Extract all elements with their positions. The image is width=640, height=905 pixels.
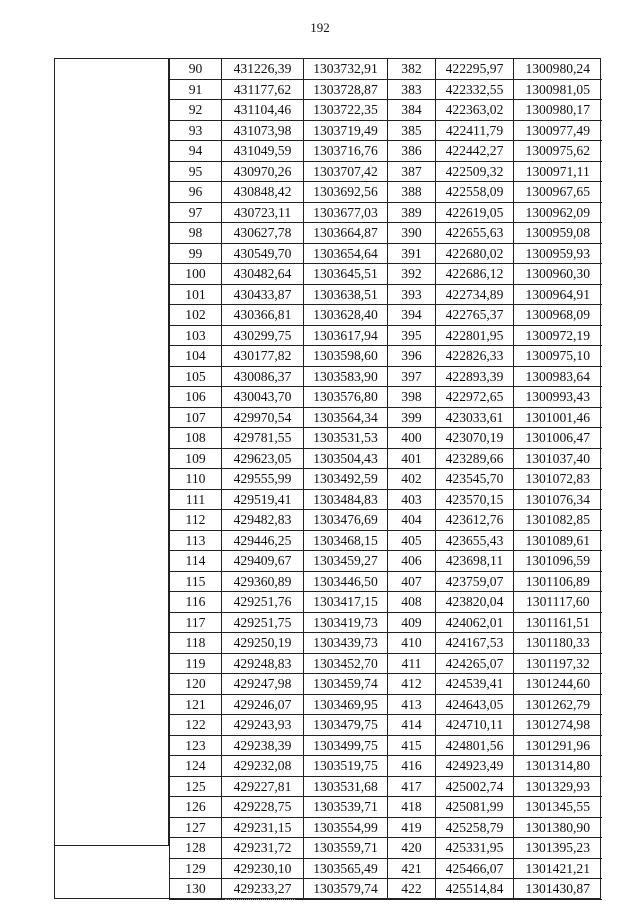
- cell-y-coordinate: 1303638,51: [304, 284, 388, 305]
- cell-y-coordinate: 1300975,62: [514, 141, 602, 162]
- cell-point-number: 382: [388, 59, 436, 79]
- cell-y-coordinate: 1300981,05: [514, 79, 602, 100]
- cell-y-coordinate: 1303728,87: [304, 79, 388, 100]
- cell-x-coordinate: 425002,74: [436, 776, 514, 797]
- table-row: [170, 551, 602, 572]
- table-row: [170, 161, 602, 182]
- table-row: [170, 838, 602, 859]
- cell-x-coordinate: 429231,15: [222, 817, 304, 838]
- table-row: [170, 817, 602, 838]
- cell-x-coordinate: 422801,95: [436, 325, 514, 346]
- cell-point-number: 121: [170, 694, 222, 715]
- cell-point-number: 403: [388, 489, 436, 510]
- cell-y-coordinate: 1303707,42: [304, 161, 388, 182]
- cell-x-coordinate: 424539,41: [436, 674, 514, 695]
- cell-x-coordinate: 424710,11: [436, 715, 514, 736]
- cell-y-coordinate: 1300959,08: [514, 223, 602, 244]
- cell-x-coordinate: 422972,65: [436, 387, 514, 408]
- cell-point-number: 102: [170, 305, 222, 326]
- table-row: [170, 79, 602, 100]
- cell-point-number: 390: [388, 223, 436, 244]
- cell-x-coordinate: 429230,10: [222, 858, 304, 879]
- table-row: [170, 530, 602, 551]
- cell-x-coordinate: 429251,76: [222, 592, 304, 613]
- cell-point-number: 388: [388, 182, 436, 203]
- cell-x-coordinate: 423759,07: [436, 571, 514, 592]
- cell-x-coordinate: 425466,07: [436, 858, 514, 879]
- cell-x-coordinate: 425258,79: [436, 817, 514, 838]
- cell-x-coordinate: 429623,05: [222, 448, 304, 469]
- cell-point-number: 97: [170, 202, 222, 223]
- cell-y-coordinate: 1300972,19: [514, 325, 602, 346]
- table-row: [170, 756, 602, 777]
- cell-y-coordinate: 1301274,98: [514, 715, 602, 736]
- cell-y-coordinate: 1303531,68: [304, 776, 388, 797]
- cell-point-number: 384: [388, 100, 436, 121]
- cell-point-number: 108: [170, 428, 222, 449]
- cell-y-coordinate: 1301072,83: [514, 469, 602, 490]
- cell-point-number: 413: [388, 694, 436, 715]
- table-row: [170, 202, 602, 223]
- cell-y-coordinate: 1300962,09: [514, 202, 602, 223]
- table-row: [170, 858, 602, 879]
- cell-point-number: 109: [170, 448, 222, 469]
- cell-point-number: 124: [170, 756, 222, 777]
- cell-y-coordinate: 1301244,60: [514, 674, 602, 695]
- table-row: [170, 879, 602, 900]
- cell-y-coordinate: 1300971,11: [514, 161, 602, 182]
- cell-y-coordinate: 1300980,24: [514, 59, 602, 79]
- cell-point-number: 91: [170, 79, 222, 100]
- cell-y-coordinate: 1303479,75: [304, 715, 388, 736]
- cell-y-coordinate: 1301291,96: [514, 735, 602, 756]
- page-bottom-mark: [225, 899, 295, 901]
- cell-x-coordinate: 422411,79: [436, 120, 514, 141]
- cell-x-coordinate: 422558,09: [436, 182, 514, 203]
- cell-x-coordinate: 422686,12: [436, 264, 514, 285]
- cell-x-coordinate: 422363,02: [436, 100, 514, 121]
- cell-x-coordinate: 422442,27: [436, 141, 514, 162]
- table-row: [170, 325, 602, 346]
- cell-y-coordinate: 1301180,33: [514, 633, 602, 654]
- cell-y-coordinate: 1300977,49: [514, 120, 602, 141]
- table-row: [170, 366, 602, 387]
- cell-point-number: 395: [388, 325, 436, 346]
- cell-x-coordinate: 424801,56: [436, 735, 514, 756]
- cell-x-coordinate: 431049,59: [222, 141, 304, 162]
- cell-y-coordinate: 1303692,56: [304, 182, 388, 203]
- table-row: [170, 387, 602, 408]
- cell-point-number: 396: [388, 346, 436, 367]
- cell-x-coordinate: 431226,39: [222, 59, 304, 79]
- cell-x-coordinate: 429238,39: [222, 735, 304, 756]
- cell-y-coordinate: 1303719,49: [304, 120, 388, 141]
- table-row: [170, 489, 602, 510]
- table-row: [170, 612, 602, 633]
- cell-x-coordinate: 430086,37: [222, 366, 304, 387]
- cell-x-coordinate: 429482,83: [222, 510, 304, 531]
- cell-y-coordinate: 1300960,30: [514, 264, 602, 285]
- table-row: [170, 182, 602, 203]
- cell-x-coordinate: 422619,05: [436, 202, 514, 223]
- cell-y-coordinate: 1301001,46: [514, 407, 602, 428]
- cell-point-number: 393: [388, 284, 436, 305]
- table-row: [170, 448, 602, 469]
- cell-y-coordinate: 1303617,94: [304, 325, 388, 346]
- cell-point-number: 399: [388, 407, 436, 428]
- cell-point-number: 129: [170, 858, 222, 879]
- cell-point-number: 385: [388, 120, 436, 141]
- cell-y-coordinate: 1303664,87: [304, 223, 388, 244]
- cell-x-coordinate: 429781,55: [222, 428, 304, 449]
- cell-y-coordinate: 1300983,64: [514, 366, 602, 387]
- cell-point-number: 100: [170, 264, 222, 285]
- cell-x-coordinate: 429231,72: [222, 838, 304, 859]
- cell-point-number: 107: [170, 407, 222, 428]
- cell-x-coordinate: 423612,76: [436, 510, 514, 531]
- cell-point-number: 96: [170, 182, 222, 203]
- cell-y-coordinate: 1303492,59: [304, 469, 388, 490]
- cell-point-number: 101: [170, 284, 222, 305]
- cell-point-number: 99: [170, 243, 222, 264]
- cell-x-coordinate: 430043,70: [222, 387, 304, 408]
- cell-y-coordinate: 1301006,47: [514, 428, 602, 449]
- cell-y-coordinate: 1301421,21: [514, 858, 602, 879]
- cell-point-number: 416: [388, 756, 436, 777]
- cell-x-coordinate: 425081,99: [436, 797, 514, 818]
- cell-x-coordinate: 422509,32: [436, 161, 514, 182]
- cell-x-coordinate: 430433,87: [222, 284, 304, 305]
- cell-x-coordinate: 431104,46: [222, 100, 304, 121]
- cell-y-coordinate: 1303468,15: [304, 530, 388, 551]
- cell-point-number: 125: [170, 776, 222, 797]
- cell-point-number: 401: [388, 448, 436, 469]
- table-row: [170, 633, 602, 654]
- cell-y-coordinate: 1301089,61: [514, 530, 602, 551]
- cell-x-coordinate: 429232,08: [222, 756, 304, 777]
- cell-y-coordinate: 1303531,53: [304, 428, 388, 449]
- table-row: [170, 59, 602, 79]
- cell-y-coordinate: 1301380,90: [514, 817, 602, 838]
- cell-x-coordinate: 424923,49: [436, 756, 514, 777]
- cell-x-coordinate: 430549,70: [222, 243, 304, 264]
- cell-x-coordinate: 425514,84: [436, 879, 514, 900]
- cell-point-number: 392: [388, 264, 436, 285]
- cell-y-coordinate: 1303452,70: [304, 653, 388, 674]
- table-row: [170, 120, 602, 141]
- cell-point-number: 414: [388, 715, 436, 736]
- cell-y-coordinate: 1303446,50: [304, 571, 388, 592]
- cell-point-number: 123: [170, 735, 222, 756]
- cell-point-number: 106: [170, 387, 222, 408]
- cell-x-coordinate: 429519,41: [222, 489, 304, 510]
- cell-y-coordinate: 1301430,87: [514, 879, 602, 900]
- table-row: [170, 284, 602, 305]
- cell-y-coordinate: 1303519,75: [304, 756, 388, 777]
- cell-y-coordinate: 1301076,34: [514, 489, 602, 510]
- table-row: [170, 735, 602, 756]
- cell-point-number: 419: [388, 817, 436, 838]
- cell-x-coordinate: 422765,37: [436, 305, 514, 326]
- cell-point-number: 409: [388, 612, 436, 633]
- cell-y-coordinate: 1303419,73: [304, 612, 388, 633]
- cell-x-coordinate: 429248,83: [222, 653, 304, 674]
- cell-y-coordinate: 1303598,60: [304, 346, 388, 367]
- cell-x-coordinate: 423289,66: [436, 448, 514, 469]
- cell-x-coordinate: 430627,78: [222, 223, 304, 244]
- cell-x-coordinate: 423698,11: [436, 551, 514, 572]
- cell-x-coordinate: 431073,98: [222, 120, 304, 141]
- empty-label-column: [55, 59, 169, 846]
- cell-point-number: 116: [170, 592, 222, 613]
- table-row: [170, 715, 602, 736]
- cell-y-coordinate: 1303469,95: [304, 694, 388, 715]
- table-row: [170, 407, 602, 428]
- cell-point-number: 415: [388, 735, 436, 756]
- cell-x-coordinate: 424265,07: [436, 653, 514, 674]
- cell-point-number: 98: [170, 223, 222, 244]
- cell-point-number: 411: [388, 653, 436, 674]
- cell-y-coordinate: 1301197,32: [514, 653, 602, 674]
- cell-x-coordinate: 429970,54: [222, 407, 304, 428]
- table-row: [170, 243, 602, 264]
- cell-y-coordinate: 1303716,76: [304, 141, 388, 162]
- cell-y-coordinate: 1303459,27: [304, 551, 388, 572]
- cell-point-number: 400: [388, 428, 436, 449]
- cell-y-coordinate: 1301329,93: [514, 776, 602, 797]
- cell-point-number: 113: [170, 530, 222, 551]
- cell-y-coordinate: 1300967,65: [514, 182, 602, 203]
- cell-y-coordinate: 1303459,74: [304, 674, 388, 695]
- cell-point-number: 104: [170, 346, 222, 367]
- cell-y-coordinate: 1300968,09: [514, 305, 602, 326]
- cell-point-number: 406: [388, 551, 436, 572]
- cell-point-number: 90: [170, 59, 222, 79]
- cell-y-coordinate: 1300964,91: [514, 284, 602, 305]
- table-row: [170, 797, 602, 818]
- cell-point-number: 130: [170, 879, 222, 900]
- cell-y-coordinate: 1303722,35: [304, 100, 388, 121]
- cell-point-number: 383: [388, 79, 436, 100]
- cell-x-coordinate: 430848,42: [222, 182, 304, 203]
- table-row: [170, 469, 602, 490]
- cell-point-number: 92: [170, 100, 222, 121]
- cell-y-coordinate: 1303732,91: [304, 59, 388, 79]
- cell-x-coordinate: 431177,62: [222, 79, 304, 100]
- cell-point-number: 407: [388, 571, 436, 592]
- cell-point-number: 115: [170, 571, 222, 592]
- cell-point-number: 410: [388, 633, 436, 654]
- cell-y-coordinate: 1303476,69: [304, 510, 388, 531]
- cell-y-coordinate: 1301117,60: [514, 592, 602, 613]
- table-row: [170, 141, 602, 162]
- coordinates-table-frame: [54, 58, 601, 899]
- cell-y-coordinate: 1303564,34: [304, 407, 388, 428]
- cell-y-coordinate: 1301345,55: [514, 797, 602, 818]
- cell-point-number: 120: [170, 674, 222, 695]
- cell-point-number: 103: [170, 325, 222, 346]
- cell-y-coordinate: 1303628,40: [304, 305, 388, 326]
- cell-point-number: 105: [170, 366, 222, 387]
- table-row: [170, 510, 602, 531]
- cell-x-coordinate: 429228,75: [222, 797, 304, 818]
- table-row: [170, 305, 602, 326]
- cell-y-coordinate: 1303579,74: [304, 879, 388, 900]
- cell-point-number: 94: [170, 141, 222, 162]
- cell-x-coordinate: 423070,19: [436, 428, 514, 449]
- table-row: [170, 571, 602, 592]
- cell-y-coordinate: 1303554,99: [304, 817, 388, 838]
- cell-x-coordinate: 422332,55: [436, 79, 514, 100]
- table-row: [170, 674, 602, 695]
- cell-y-coordinate: 1301096,59: [514, 551, 602, 572]
- cell-point-number: 398: [388, 387, 436, 408]
- cell-y-coordinate: 1303677,03: [304, 202, 388, 223]
- cell-y-coordinate: 1303565,49: [304, 858, 388, 879]
- cell-x-coordinate: 423570,15: [436, 489, 514, 510]
- cell-y-coordinate: 1303576,80: [304, 387, 388, 408]
- cell-x-coordinate: 429247,98: [222, 674, 304, 695]
- cell-point-number: 128: [170, 838, 222, 859]
- cell-y-coordinate: 1300975,10: [514, 346, 602, 367]
- cell-x-coordinate: 429555,99: [222, 469, 304, 490]
- cell-y-coordinate: 1303645,51: [304, 264, 388, 285]
- cell-y-coordinate: 1303439,73: [304, 633, 388, 654]
- cell-point-number: 412: [388, 674, 436, 695]
- cell-point-number: 405: [388, 530, 436, 551]
- cell-point-number: 110: [170, 469, 222, 490]
- cell-x-coordinate: 422893,39: [436, 366, 514, 387]
- cell-y-coordinate: 1300980,17: [514, 100, 602, 121]
- cell-x-coordinate: 429409,67: [222, 551, 304, 572]
- cell-point-number: 420: [388, 838, 436, 859]
- cell-x-coordinate: 429233,27: [222, 879, 304, 900]
- cell-y-coordinate: 1303417,15: [304, 592, 388, 613]
- cell-point-number: 118: [170, 633, 222, 654]
- cell-point-number: 402: [388, 469, 436, 490]
- cell-point-number: 394: [388, 305, 436, 326]
- cell-y-coordinate: 1303559,71: [304, 838, 388, 859]
- cell-y-coordinate: 1303583,90: [304, 366, 388, 387]
- cell-x-coordinate: 423820,04: [436, 592, 514, 613]
- cell-x-coordinate: 424643,05: [436, 694, 514, 715]
- cell-y-coordinate: 1301082,85: [514, 510, 602, 531]
- cell-x-coordinate: 429250,19: [222, 633, 304, 654]
- cell-x-coordinate: 424062,01: [436, 612, 514, 633]
- cell-y-coordinate: 1300993,43: [514, 387, 602, 408]
- cell-y-coordinate: 1303499,75: [304, 735, 388, 756]
- cell-point-number: 126: [170, 797, 222, 818]
- cell-point-number: 404: [388, 510, 436, 531]
- cell-point-number: 95: [170, 161, 222, 182]
- cell-x-coordinate: 422826,33: [436, 346, 514, 367]
- cell-y-coordinate: 1301106,89: [514, 571, 602, 592]
- cell-x-coordinate: 422295,97: [436, 59, 514, 79]
- cell-point-number: 112: [170, 510, 222, 531]
- cell-y-coordinate: 1303504,43: [304, 448, 388, 469]
- cell-x-coordinate: 425331,95: [436, 838, 514, 859]
- cell-y-coordinate: 1301262,79: [514, 694, 602, 715]
- cell-x-coordinate: 429251,75: [222, 612, 304, 633]
- cell-point-number: 421: [388, 858, 436, 879]
- cell-point-number: 391: [388, 243, 436, 264]
- cell-y-coordinate: 1301161,51: [514, 612, 602, 633]
- table-row: [170, 223, 602, 244]
- cell-point-number: 389: [388, 202, 436, 223]
- table-row: [170, 653, 602, 674]
- cell-point-number: 408: [388, 592, 436, 613]
- cell-x-coordinate: 424167,53: [436, 633, 514, 654]
- cell-point-number: 119: [170, 653, 222, 674]
- table-row: [170, 264, 602, 285]
- cell-y-coordinate: 1300959,93: [514, 243, 602, 264]
- coordinates-table-body: [170, 59, 602, 899]
- cell-x-coordinate: 423655,43: [436, 530, 514, 551]
- cell-x-coordinate: 423545,70: [436, 469, 514, 490]
- cell-x-coordinate: 430723,11: [222, 202, 304, 223]
- cell-point-number: 127: [170, 817, 222, 838]
- cell-x-coordinate: 430177,82: [222, 346, 304, 367]
- cell-x-coordinate: 423033,61: [436, 407, 514, 428]
- cell-x-coordinate: 430299,75: [222, 325, 304, 346]
- cell-x-coordinate: 430482,64: [222, 264, 304, 285]
- cell-y-coordinate: 1303484,83: [304, 489, 388, 510]
- table-row: [170, 428, 602, 449]
- table-row: [170, 592, 602, 613]
- cell-x-coordinate: 422655,63: [436, 223, 514, 244]
- cell-x-coordinate: 422680,02: [436, 243, 514, 264]
- page-number: 192: [310, 20, 330, 35]
- cell-y-coordinate: 1303654,64: [304, 243, 388, 264]
- cell-point-number: 417: [388, 776, 436, 797]
- table-row: [170, 346, 602, 367]
- cell-y-coordinate: 1301314,80: [514, 756, 602, 777]
- cell-point-number: 422: [388, 879, 436, 900]
- cell-y-coordinate: 1303539,71: [304, 797, 388, 818]
- cell-y-coordinate: 1301037,40: [514, 448, 602, 469]
- cell-x-coordinate: 429446,25: [222, 530, 304, 551]
- cell-point-number: 122: [170, 715, 222, 736]
- cell-point-number: 387: [388, 161, 436, 182]
- cell-point-number: 111: [170, 489, 222, 510]
- cell-point-number: 386: [388, 141, 436, 162]
- table-row: [170, 694, 602, 715]
- cell-point-number: 397: [388, 366, 436, 387]
- cell-x-coordinate: 429246,07: [222, 694, 304, 715]
- cell-x-coordinate: 430970,26: [222, 161, 304, 182]
- cell-x-coordinate: 429360,89: [222, 571, 304, 592]
- cell-point-number: 114: [170, 551, 222, 572]
- table-row: [170, 776, 602, 797]
- cell-x-coordinate: 429227,81: [222, 776, 304, 797]
- cell-x-coordinate: 430366,81: [222, 305, 304, 326]
- cell-x-coordinate: 429243,93: [222, 715, 304, 736]
- cell-x-coordinate: 422734,89: [436, 284, 514, 305]
- cell-y-coordinate: 1301395,23: [514, 838, 602, 859]
- cell-point-number: 418: [388, 797, 436, 818]
- cell-point-number: 93: [170, 120, 222, 141]
- coordinates-table: [169, 59, 602, 900]
- table-row: [170, 100, 602, 121]
- cell-point-number: 117: [170, 612, 222, 633]
